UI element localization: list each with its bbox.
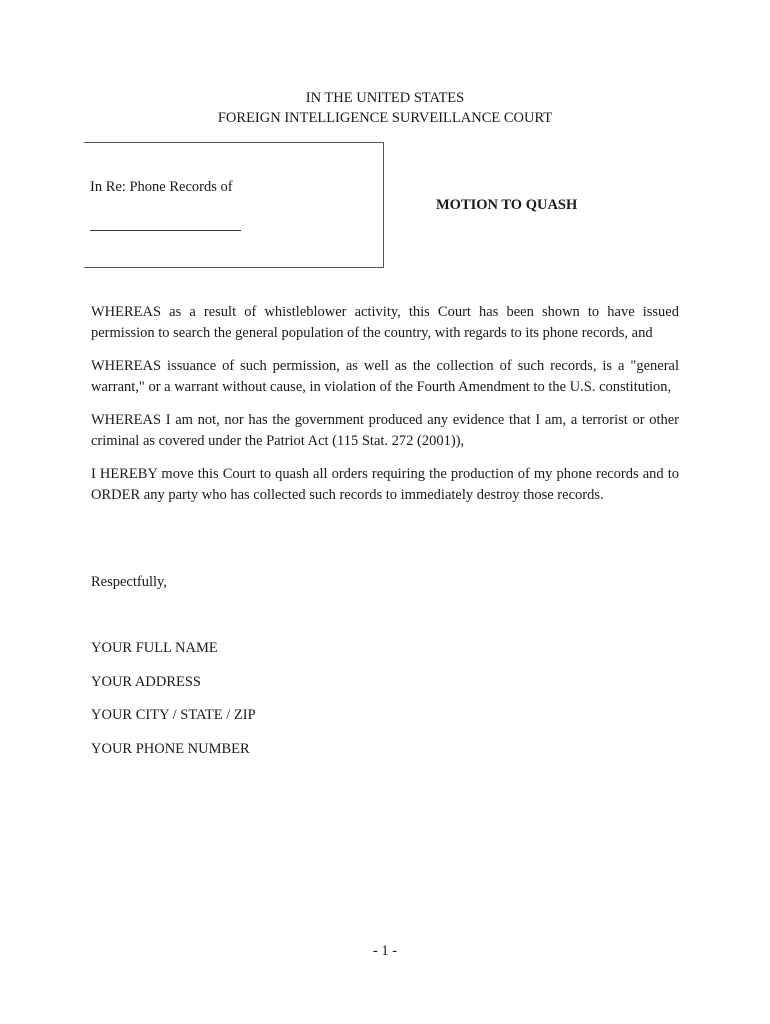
whereas-paragraph-2: WHEREAS issuance of such permission, as well as the collection of such records, is a "general warrant," or a warrant without cause, in violation of the Fourth Amendment to the U.S. constitution, bbox=[91, 358, 679, 395]
motion-title: MOTION TO QUASH bbox=[436, 197, 578, 213]
whereas-paragraph-3: WHEREAS I am not, nor has the government produced any evidence that I am, a terrorist or other criminal as covered under the Patriot Act (115 Stat. 272 (2001)), bbox=[91, 412, 679, 449]
court-header-line-2: FOREIGN INTELLIGENCE SURVEILLANCE COURT bbox=[217, 110, 553, 126]
case-caption-box bbox=[84, 142, 384, 268]
whereas-paragraph-1: WHEREAS as a result of whistleblower activity, this Court has been shown to have issued permission to search the general population of the country, with regards to its phone records, and bbox=[91, 304, 679, 341]
page-number: - 1 - bbox=[372, 943, 398, 959]
court-header-line-1: IN THE UNITED STATES bbox=[305, 90, 465, 106]
caption-label: In Re: Phone Records of bbox=[90, 179, 233, 195]
phone-number-placeholder: YOUR PHONE NUMBER bbox=[91, 741, 250, 757]
full-name-placeholder: YOUR FULL NAME bbox=[91, 640, 218, 656]
court-header bbox=[0, 88, 770, 128]
motion-body bbox=[91, 302, 679, 518]
hereby-paragraph: I HEREBY move this Court to quash all orders requiring the production of my phone records and to ORDER any party who has collected such records to immediately destroy those records. bbox=[91, 466, 679, 503]
city-state-zip-placeholder: YOUR CITY / STATE / ZIP bbox=[91, 707, 256, 723]
caption-blank-line bbox=[90, 230, 241, 231]
closing-text: Respectfully, bbox=[91, 574, 167, 590]
address-placeholder: YOUR ADDRESS bbox=[91, 674, 201, 690]
